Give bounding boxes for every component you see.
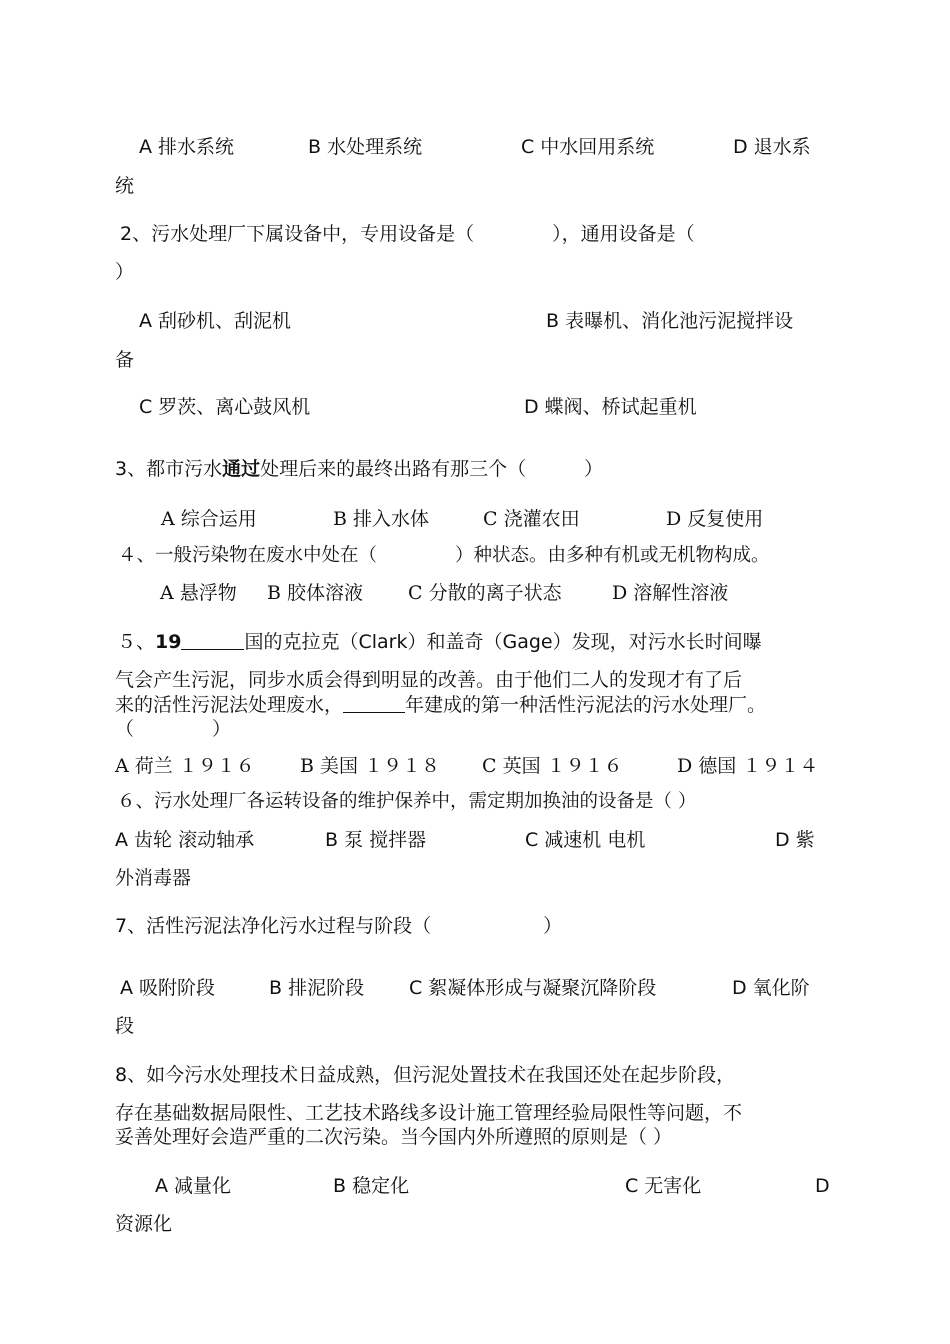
q2-option-c: C 罗茨、离心鼓风机 bbox=[139, 396, 311, 418]
q8-option-c: C 无害化 bbox=[625, 1175, 702, 1197]
q6-option-d: D 紫 bbox=[775, 829, 815, 851]
q2-option-d: D 蝶阀、桥试起重机 bbox=[524, 396, 697, 418]
q5-blank-year bbox=[343, 692, 405, 713]
q1-option-d-continued: 统 bbox=[115, 175, 135, 197]
q5-option-b: B 美国 １９１８ bbox=[300, 755, 441, 777]
q5-line3-part1: 来的活性污泥法处理废水， bbox=[115, 694, 344, 716]
q7-option-d: D 氧化阶 bbox=[732, 977, 810, 999]
q6-option-c: C 减速机 电机 bbox=[525, 829, 646, 851]
q2-option-b: B 表曝机、消化池污泥搅拌设 bbox=[546, 310, 794, 332]
q2-option-a: A 刮砂机、刮泥机 bbox=[139, 310, 292, 332]
q2-stem-part1: 2、污水处理厂下属设备中，专用设备是（ bbox=[120, 223, 475, 245]
q8-line2: 存在基础数据局限性、工艺技术路线多设计施工管理经验局限性等问题，不 bbox=[115, 1102, 743, 1124]
q7-option-d-continued: 段 bbox=[115, 1015, 135, 1037]
q2-stem bbox=[120, 221, 695, 247]
q2-stem-close: ） bbox=[115, 261, 135, 283]
q4-stem-part2: ）种状态。由多种有机或无机物构成。 bbox=[455, 545, 770, 566]
q1-option-a: A 排水系统 bbox=[139, 136, 235, 158]
q8-option-d: D bbox=[815, 1175, 830, 1197]
q5-paren-open: （ bbox=[115, 718, 135, 740]
q6-option-a: A 齿轮 滚动轴承 bbox=[115, 829, 255, 851]
q1-option-b: B 水处理系统 bbox=[308, 136, 423, 158]
q3-stem bbox=[115, 456, 603, 482]
q1-option-d: D 退水系 bbox=[733, 136, 811, 158]
q5-line3-part2: 年建成的第一种活性污泥法的污水处理厂。 bbox=[405, 694, 767, 716]
q3-option-b: B 排入水体 bbox=[333, 508, 430, 530]
q5-number: ５、 bbox=[117, 631, 156, 653]
q4-option-b: B 胶体溶液 bbox=[267, 582, 364, 604]
q5-option-d: D 德国 １９１４ bbox=[677, 755, 819, 777]
q4-option-c: C 分散的离子状态 bbox=[408, 582, 562, 604]
q7-stem-close: ） bbox=[543, 915, 563, 937]
q7-stem-part1: 7、活性污泥法净化污水过程与阶段（ bbox=[115, 915, 432, 937]
q7-option-a: A 吸附阶段 bbox=[120, 977, 216, 999]
q5-line2: 气会产生污泥，同步水质会得到明显的改善。由于他们二人的发现才有了后 bbox=[115, 669, 743, 691]
q5-option-c: C 英国 １９１６ bbox=[482, 755, 623, 777]
q1-option-c: C 中水回用系统 bbox=[521, 136, 655, 158]
q5-line1 bbox=[117, 629, 762, 655]
q3-option-c: C 浇灌农田 bbox=[483, 508, 580, 530]
q5-answer-paren bbox=[115, 716, 231, 742]
q2-option-b-continued: 备 bbox=[115, 349, 135, 371]
q8-option-a: A 减量化 bbox=[155, 1175, 232, 1197]
q3-stem-close: ） bbox=[584, 458, 604, 480]
q8-line1: 8、如今污水处理技术日益成熟，但污泥处置技术在我国还处在起步阶段， bbox=[115, 1064, 736, 1086]
q6-option-d-continued: 外消毒器 bbox=[115, 867, 192, 889]
q3-stem-part1: 3、都市污水 bbox=[115, 458, 223, 480]
q7-option-b: B 排泥阶段 bbox=[269, 977, 365, 999]
q5-year-prefix: 19 bbox=[155, 631, 182, 653]
q7-stem bbox=[115, 913, 562, 939]
q6-option-b: B 泵 搅拌器 bbox=[325, 829, 427, 851]
q3-option-d: D 反复使用 bbox=[666, 508, 764, 530]
q3-stem-part2: 处理后来的最终出路有那三个（ bbox=[260, 458, 527, 480]
q6-stem: ６、污水处理厂各运转设备的维护保养中，需定期加换油的设备是（ ） bbox=[117, 791, 697, 812]
q8-option-b: B 稳定化 bbox=[333, 1175, 410, 1197]
q8-option-d-continued: 资源化 bbox=[115, 1213, 173, 1235]
q4-stem bbox=[118, 543, 770, 569]
q3-stem-bold: 通过 bbox=[222, 458, 261, 480]
q5-blank-country bbox=[181, 629, 244, 650]
q5-paren-close: ） bbox=[212, 718, 232, 740]
q4-option-a: A 悬浮物 bbox=[160, 582, 237, 604]
q4-option-d: D 溶解性溶液 bbox=[612, 582, 729, 604]
q5-option-a: A 荷兰 １９１６ bbox=[115, 755, 255, 777]
q5-line3 bbox=[115, 692, 766, 718]
q2-stem-part2: ），通用设备是（ bbox=[552, 223, 695, 245]
q4-stem-part1: ４、一般污染物在废水中处在（ bbox=[118, 545, 378, 566]
q8-line3: 妥善处理好会造严重的二次污染。当今国内外所遵照的原则是（ ） bbox=[115, 1126, 673, 1148]
q5-line1-text: 国的克拉克（Clark）和盖奇（Gage）发现，对污水长时间曝 bbox=[244, 631, 762, 653]
q3-option-a: A 综合运用 bbox=[161, 508, 257, 530]
q7-option-c: C 絮凝体形成与凝聚沉降阶段 bbox=[409, 977, 657, 999]
